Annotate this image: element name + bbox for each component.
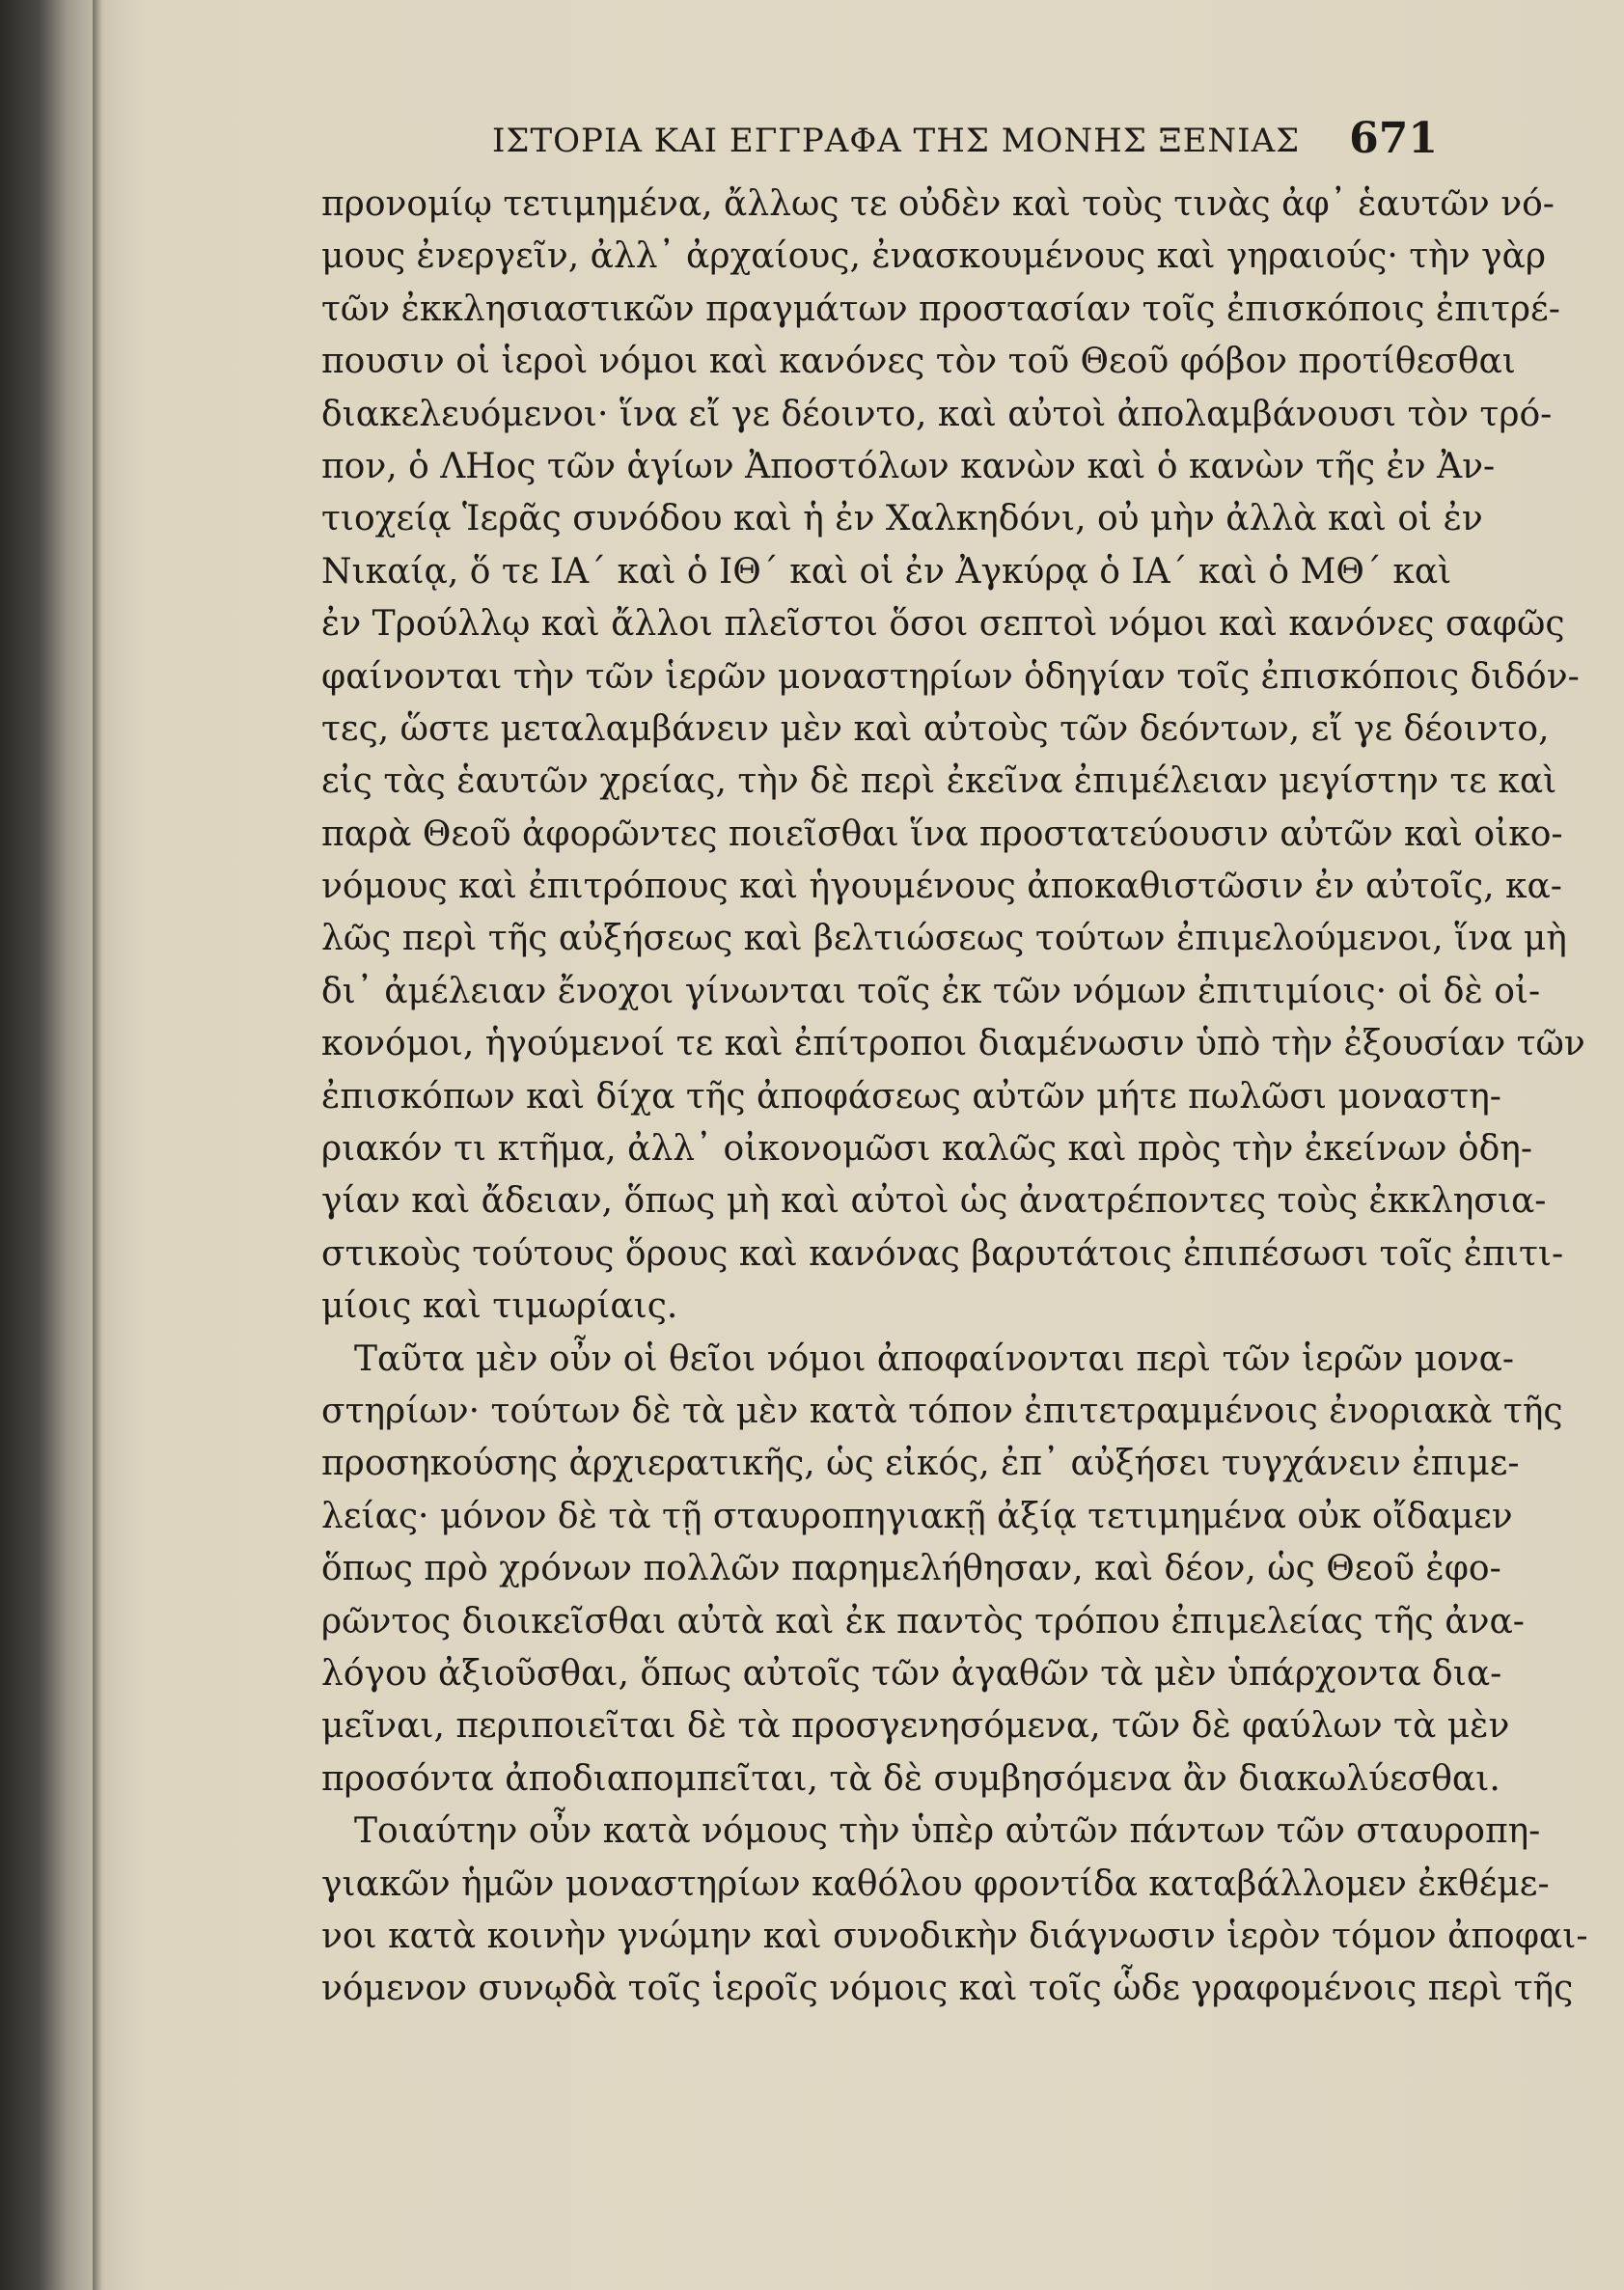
text-line: νόμους καὶ ἐπιτρόπους καὶ ἡγουμένους ἀποκαθιστῶσιν ἐν αὐτοῖς, κα- [321, 867, 1562, 907]
text-line: πουσιν οἱ ἱεροὶ νόμοι καὶ κανόνες τὸν τοῦ Θεοῦ φόβον προτίθεσθαι [321, 342, 1516, 382]
text-line: προνομίῳ τετιμημένα, ἄλλως τε οὐδὲν καὶ τοὺς τινὰς ἀφ᾿ ἑαυτῶν νό- [321, 184, 1555, 224]
text-line: φαίνονται τὴν τῶν ἱερῶν μοναστηρίων ὁδηγίαν τοῖς ἐπισκόποις διδόν- [321, 656, 1580, 697]
text-line: ρῶντος διοικεῖσθαι αὐτὰ καὶ ἐκ παντὸς τρόπου ἐπιμελείας τῆς ἀνα- [321, 1601, 1525, 1642]
text-line: γίαν καὶ ἄδειαν, ὅπως μὴ καὶ αὐτοὶ ὡς ἀνατρέποντες τοὺς ἐκκλησια- [321, 1181, 1547, 1222]
text-line: στηρίων· τούτων δὲ τὰ μὲν κατὰ τόπον ἐπιτετραμμένοις ἐνοριακὰ τῆς [321, 1391, 1563, 1431]
text-line: ἐν Τρούλλῳ καὶ ἄλλοι πλεῖστοι ὅσοι σεπτοὶ νόμοι καὶ κανόνες σαφῶς [321, 604, 1565, 645]
book-spine-shadow [93, 0, 102, 2290]
text-line: τες, ὥστε μεταλαμβάνειν μὲν καὶ αὐτοὺς τῶν δεόντων, εἴ γε δέοιντο, [321, 708, 1550, 749]
text-line: νοι κατὰ κοινὴν γνώμην καὶ συνοδικὴν διάγνωσιν ἱερὸν τόμον ἀποφαι- [321, 1916, 1588, 1956]
text-line: κονόμοι, ἡγούμενοί τε καὶ ἐπίτροποι διαμένωσιν ὑπὸ τὴν ἐξουσίαν τῶν [321, 1024, 1585, 1064]
text-line: ριακόν τι κτῆμα, ἀλλ᾿ οἰκονομῶσι καλῶς καὶ πρὸς τὴν ἐκείνων ὁδη- [321, 1129, 1533, 1170]
text-line: λόγου ἀξιοῦσθαι, ὅπως αὐτοῖς τῶν ἀγαθῶν τὰ μὲν ὑπάρχοντα δια- [321, 1653, 1502, 1694]
text-line: γιακῶν ἡμῶν μοναστηρίων καθόλου φροντίδα καταβάλλομεν ἐκθέμε- [321, 1863, 1550, 1904]
text-line: τιοχείᾳ Ἱερᾶς συνόδου καὶ ἡ ἐν Χαλκηδόνι, οὐ μὴν ἀλλὰ καὶ οἱ ἐν [321, 499, 1483, 539]
text-line: δι᾿ ἀμέλειαν ἔνοχοι γίνωνται τοῖς ἐκ τῶν νόμων ἐπιτιμίοις· οἱ δὲ οἰ- [321, 971, 1541, 1011]
text-line: λῶς περὶ τῆς αὐξήσεως καὶ βελτιώσεως τούτων ἐπιμελούμενοι, ἵνα μὴ [321, 919, 1567, 959]
text-line: προσηκούσης ἀρχιερατικῆς, ὡς εἰκός, ἐπ᾿ αὐξήσει τυγχάνειν ἐπιμε- [321, 1444, 1520, 1484]
text-line: πον, ὁ ΛΗος τῶν ἁγίων Ἀποστόλων κανὼν καὶ ὁ κανὼν τῆς ἐν Ἀν- [321, 446, 1496, 486]
text-body [321, 179, 1588, 2016]
text-line: ὅπως πρὸ χρόνων πολλῶν παρημελήθησαν, καὶ δέον, ὡς Θεοῦ ἐφο- [321, 1549, 1501, 1589]
text-line: νόμενον συνῳδὰ τοῖς ἱεροῖς νόμοις καὶ τοῖς ὧδε γραφομένοις περὶ τῆς [321, 1969, 1574, 2009]
text-line: τῶν ἐκκλησιαστικῶν πραγμάτων προστασίαν τοῖς ἐπισκόποις ἐπιτρέ- [321, 289, 1560, 329]
running-title: ΙΣΤΟΡΙΑ ΚΑΙ ΕΓΓΡΑΦΑ ΤΗΣ ΜΟΝΗΣ ΞΕΝΙΑΣ [492, 122, 1301, 160]
text-line: Τοιαύτην οὖν κατὰ νόμους τὴν ὑπὲρ αὐτῶν πάντων τῶν σταυροπη- [354, 1811, 1541, 1852]
text-line: στικοὺς τούτους ὅρους καὶ κανόνας βαρυτάτοις ἐπιπέσωσι τοῖς ἐπιτι- [321, 1233, 1564, 1274]
text-line: Ταῦτα μὲν οὖν οἱ θεῖοι νόμοι ἀποφαίνονται περὶ τῶν ἱερῶν μονα- [354, 1338, 1515, 1379]
text-line: Νικαίᾳ, ὅ τε ΙΑ΄ καὶ ὁ ΙΘ΄ καὶ οἱ ἐν Ἀγκύρᾳ ὁ ΙΑ΄ καὶ ὁ ΜΘ΄ καὶ [321, 551, 1452, 592]
page-header [318, 114, 1438, 172]
text-line: εἰς τὰς ἑαυτῶν χρείας, τὴν δὲ περὶ ἐκεῖνα ἐπιμέλειαν μεγίστην τε καὶ [321, 761, 1557, 802]
text-line: προσόντα ἀποδιαπομπεῖται, τὰ δὲ συμβησόμενα ἂν διακωλύεσθαι. [321, 1758, 1500, 1799]
text-line: διακελευόμενοι· ἵνα εἴ γε δέοιντο, καὶ αὐτοὶ ἀπολαμβάνουσι τὸν τρό- [321, 394, 1553, 434]
page-number: 671 [1349, 114, 1438, 163]
text-line: μους ἐνεργεῖν, ἀλλ᾿ ἀρχαίους, ἐνασκουμένους καὶ γηραιούς· τὴν γὰρ [321, 236, 1547, 277]
text-line: μεῖναι, περιποιεῖται δὲ τὰ προσγενησόμενα, τῶν δὲ φαύλων τὰ μὲν [321, 1706, 1510, 1747]
text-line: ἐπισκόπων καὶ δίχα τῆς ἀποφάσεως αὐτῶν μήτε πωλῶσι μοναστη- [321, 1076, 1501, 1117]
text-line: παρὰ Θεοῦ ἀφορῶντες ποιεῖσθαι ἵνα προστατεύουσιν αὐτῶν καὶ οἰκο- [321, 814, 1563, 854]
text-line: μίοις καὶ τιμωρίαις. [321, 1286, 678, 1327]
text-line: λείας· μόνον δὲ τὰ τῇ σταυροπηγιακῇ ἀξίᾳ τετιμημένα οὐκ οἴδαμεν [321, 1496, 1513, 1536]
